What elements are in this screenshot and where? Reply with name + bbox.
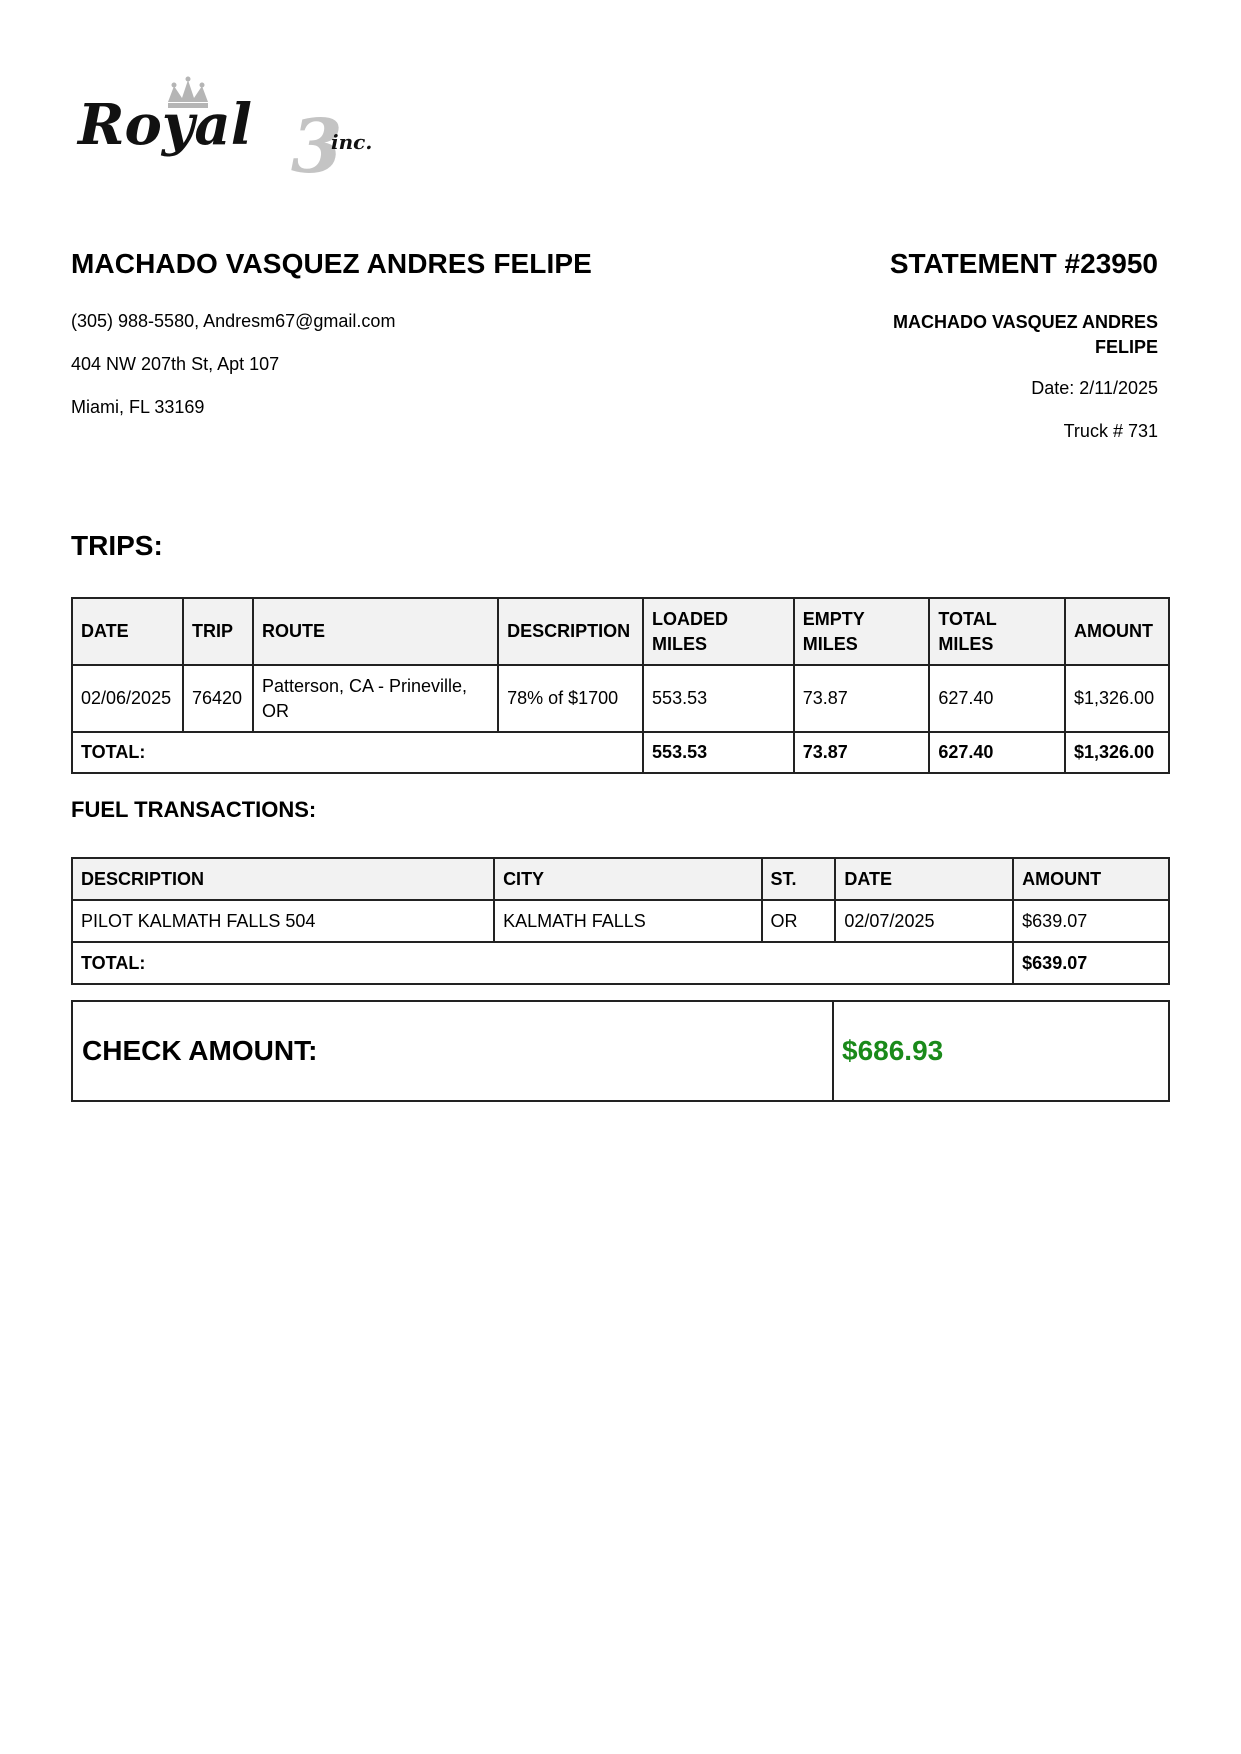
fuel-title: FUEL TRANSACTIONS: [71, 797, 317, 822]
table-row [72, 665, 1169, 732]
trips-header-empty-miles: EMPTY MILES [794, 598, 930, 665]
trips-total-total-miles: 627.40 [929, 732, 1065, 773]
logo-wordmark: Royal [78, 92, 252, 158]
trips-total-label: TOTAL: [72, 732, 643, 773]
check-amount-label: CHECK AMOUNT: [73, 1002, 834, 1100]
trips-header-total-miles: TOTAL MILES [929, 598, 1065, 665]
trips-header-amount: AMOUNT [1065, 598, 1169, 665]
trips-header-row [72, 598, 1169, 665]
trips-total-empty-miles: 73.87 [794, 732, 930, 773]
fuel-total-row [72, 942, 1169, 984]
trips-total-loaded-miles: 553.53 [643, 732, 794, 773]
trips-header-date: DATE [72, 598, 183, 665]
fuel-total-label: TOTAL: [72, 942, 1013, 984]
trips-title: TRIPS: [71, 530, 163, 561]
royal-3-logo [76, 74, 396, 194]
fuel-total-amount: $639.07 [1013, 942, 1169, 984]
trip-loaded-miles: 553.53 [643, 665, 794, 732]
logo-suffix: inc. [331, 130, 373, 154]
fuel-amount: $639.07 [1013, 900, 1169, 942]
driver-contact: (305) 988-5580, Andresm67@gmail.com [71, 311, 396, 331]
driver-address-line1: 404 NW 207th St, Apt 107 [71, 354, 280, 374]
trips-total-amount: $1,326.00 [1065, 732, 1169, 773]
fuel-header-date: DATE [835, 858, 1013, 900]
check-amount-value: $686.93 [842, 1035, 944, 1066]
fuel-state: OR [762, 900, 836, 942]
trip-total-miles: 627.40 [929, 665, 1065, 732]
statement-date: Date: 2/11/2025 [1031, 378, 1158, 398]
fuel-header-amount: AMOUNT [1013, 858, 1169, 900]
fuel-header-city: CITY [494, 858, 761, 900]
trips-header-trip: TRIP [183, 598, 253, 665]
trip-description: 78% of $1700 [498, 665, 643, 732]
fuel-table [71, 857, 1170, 985]
fuel-header-description: DESCRIPTION [72, 858, 494, 900]
trips-header-route: ROUTE [253, 598, 498, 665]
statement-truck: Truck # 731 [1063, 421, 1158, 441]
trip-amount: $1,326.00 [1065, 665, 1169, 732]
statement-title: STATEMENT #23950 [889, 248, 1158, 279]
fuel-date: 02/07/2025 [835, 900, 1013, 942]
table-row [72, 900, 1169, 942]
fuel-city: KALMATH FALLS [494, 900, 761, 942]
trip-route: Patterson, CA - Prineville, OR [253, 665, 498, 732]
company-logo [76, 74, 396, 194]
fuel-header-state: ST. [762, 858, 836, 900]
driver-address-line2: Miami, FL 33169 [71, 397, 205, 417]
check-amount-box [71, 1000, 1170, 1102]
trip-number: 76420 [183, 665, 253, 732]
trips-header-loaded-miles: LOADED MILES [643, 598, 794, 665]
trips-header-description: DESCRIPTION [498, 598, 643, 665]
trips-table [71, 597, 1170, 774]
trips-total-row [72, 732, 1169, 773]
driver-name: MACHADO VASQUEZ ANDRES FELIPE [71, 248, 592, 279]
fuel-header-row [72, 858, 1169, 900]
statement-name: MACHADO VASQUEZ ANDRES FELIPE [892, 312, 1158, 357]
fuel-description: PILOT KALMATH FALLS 504 [72, 900, 494, 942]
trip-date: 02/06/2025 [72, 665, 183, 732]
trip-empty-miles: 73.87 [794, 665, 930, 732]
logo-numeral: 3 [291, 104, 343, 190]
